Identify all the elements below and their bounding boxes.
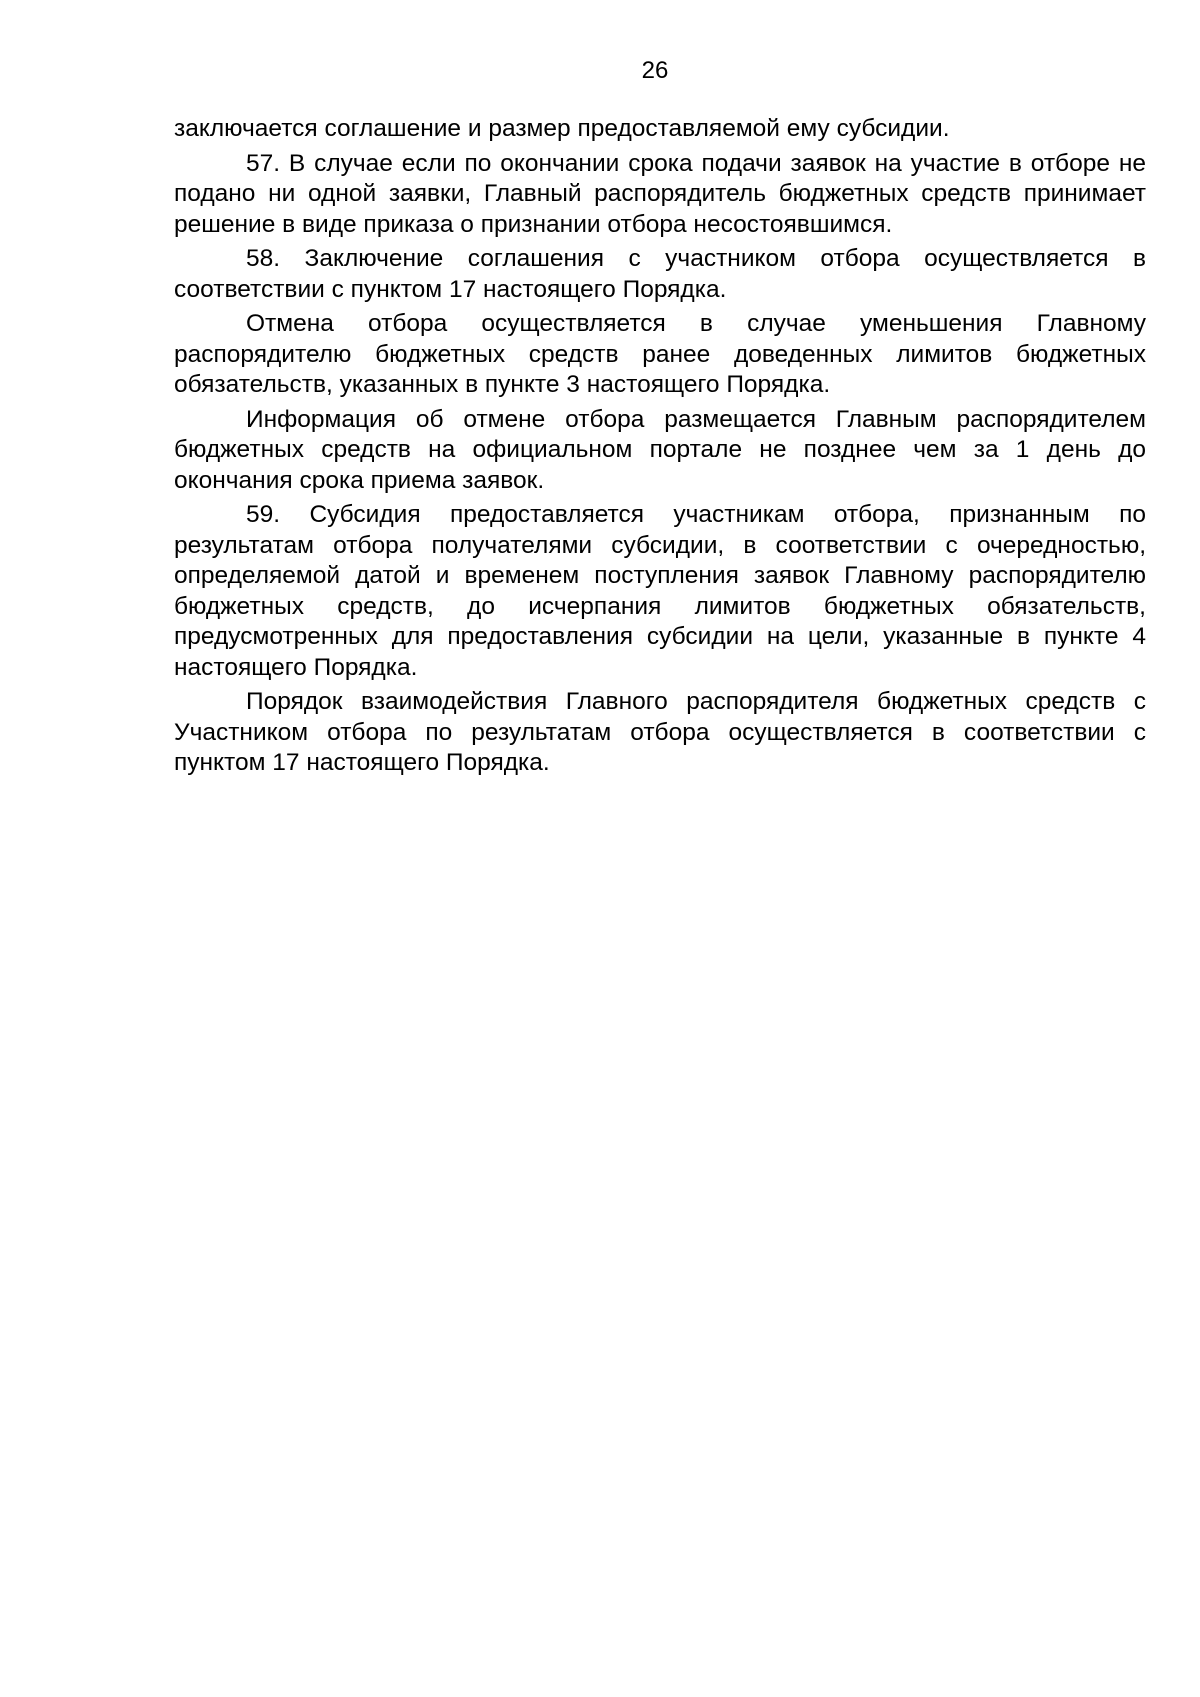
paragraph-interaction-procedure: Порядок взаимодействия Главного распорядителя бюджетных средств с Участником отбора по результатам отбора осуществляется в соответствии с пунктом 17 настоящего Порядка. <box>174 688 1146 776</box>
paragraph-clause-59: 59. Субсидия предоставляется участникам отбора, признанным по результатам отбора получателями субсидии, в соответствии с очередностью, определяемой датой и временем поступления заявок Главному распорядителю бюджетных средств, до исчерпания лимитов бюджетных обязательств, предусмотренных для предоставления субсидии на цели, указанные в пункте 4 настоящего Порядка. <box>174 501 1146 681</box>
paragraph-selection-cancellation: Отмена отбора осуществляется в случае уменьшения Главному распорядителю бюджетных средств ранее доведенных лимитов бюджетных обязательств, указанных в пункте 3 настоящего Порядка. <box>174 310 1146 398</box>
paragraph-clause-58: 58. Заключение соглашения с участником отбора осуществляется в соответствии с пунктом 17 настоящего Порядка. <box>174 245 1146 303</box>
paragraph-cancellation-notice: Информация об отмене отбора размещается Главным распорядителем бюджетных средств на официальном портале не позднее чем за 1 день до окончания срока приема заявок. <box>174 405 1146 494</box>
page-number: 26 <box>641 57 669 84</box>
paragraph-clause-57: 57. В случае если по окончании срока подачи заявок на участие в отборе не подано ни одной заявки, Главный распорядитель бюджетных средств принимает решение в виде приказа о признании отбора несостоявшимся. <box>174 149 1146 238</box>
document-body <box>174 114 1146 783</box>
paragraph-continuation: заключается соглашение и размер предоставляемой ему субсидии. <box>174 115 950 142</box>
